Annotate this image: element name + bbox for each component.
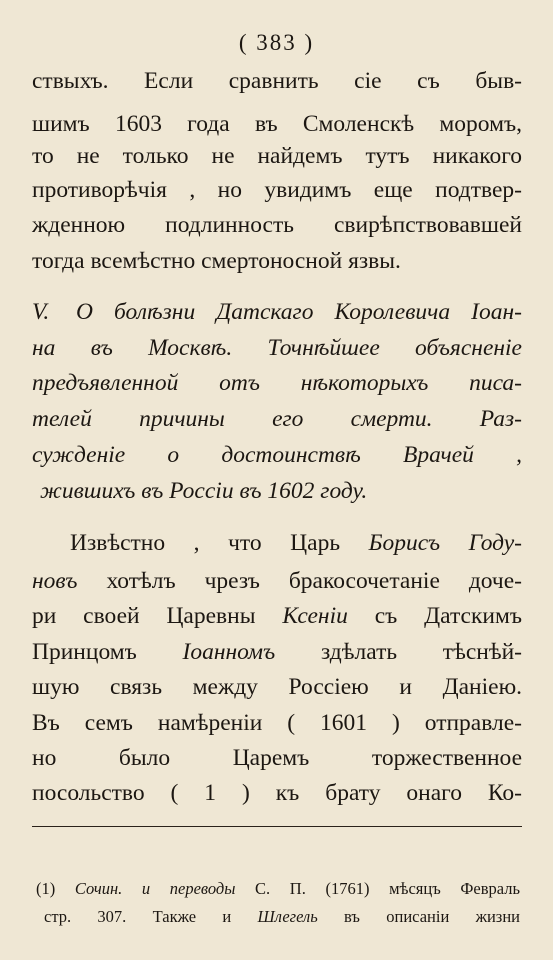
work-title: Сочин. и переводы (74, 879, 236, 898)
paragraph-line: шимъ 1603 года въ Смоленскѣ моромъ, (32, 111, 522, 137)
text-run: въ описанiи жизни (317, 907, 520, 926)
person-name: новъ (32, 568, 78, 594)
paragraph-line (32, 601, 522, 631)
paragraph-line: но было Царемъ торжественное (32, 745, 522, 771)
paragraph-line: жденною подлинность свирѣпствовавшей (32, 212, 522, 238)
text-run: съ Датскимъ (347, 603, 523, 629)
section-heading-line: жившихъ въ Россiи въ 1602 году. (40, 478, 368, 504)
paragraph-line: тогда всемѣстно смертоносной язвы. (32, 248, 401, 274)
page-number: ( 383 ) (238, 30, 315, 55)
text-run: Принцомъ (32, 639, 183, 665)
section-heading-line: на въ Москвѣ. Точнѣйшее объясненiе (32, 335, 522, 361)
footnote-line (44, 906, 520, 928)
text-run: здѣлать тѣснѣй- (275, 639, 522, 665)
person-name: Борисъ Году- (368, 530, 522, 556)
section-heading-line: сужденiе о достоинствѣ Врачей , (32, 442, 522, 468)
paragraph-line: шую связь между Россiею и Данiею. (32, 674, 522, 700)
paragraph-line: ствыхъ. Если сравнить сiе съ быв- (32, 68, 522, 94)
person-name: Шлегель (257, 907, 318, 926)
paragraph-line: посольство ( 1 ) къ брату онаго Ко- (32, 780, 522, 806)
paragraph-line (32, 566, 522, 596)
footnote-marker: (1) (36, 879, 75, 898)
text-run: стр. 307. Также и (44, 907, 258, 926)
paragraph-line: Въ семъ намѣренiи ( 1601 ) отправле- (32, 710, 522, 736)
person-name: Ксенiи (282, 603, 348, 629)
paragraph-line (32, 637, 522, 667)
section-heading-line: О болѣзни Датскаго Королевича Iоан- (76, 299, 522, 325)
text-run: хотѣлъ чрезъ бракосочетанiе доче- (77, 568, 522, 594)
section-number: V. (32, 299, 50, 325)
text-run: С. П. (1761) мѣсяцъ Февраль (235, 879, 520, 898)
section-heading-line: телей причины его смерти. Раз- (32, 406, 522, 432)
paragraph-line: то не только не найдемъ тутъ никакого (32, 143, 522, 169)
paragraph-line (70, 528, 522, 558)
person-name: Iоанномъ (182, 639, 276, 665)
section-heading-line: предъявленной отъ нѣкоторыхъ писа- (32, 370, 522, 396)
text-run: ри своей Царевны (32, 603, 283, 629)
text-run: Извѣстно , что Царь (70, 530, 369, 556)
footnote-line (36, 878, 520, 900)
footnote-rule (32, 826, 522, 827)
paragraph-line: противорѣчiя , но увидимъ еще подтвер- (32, 177, 522, 203)
